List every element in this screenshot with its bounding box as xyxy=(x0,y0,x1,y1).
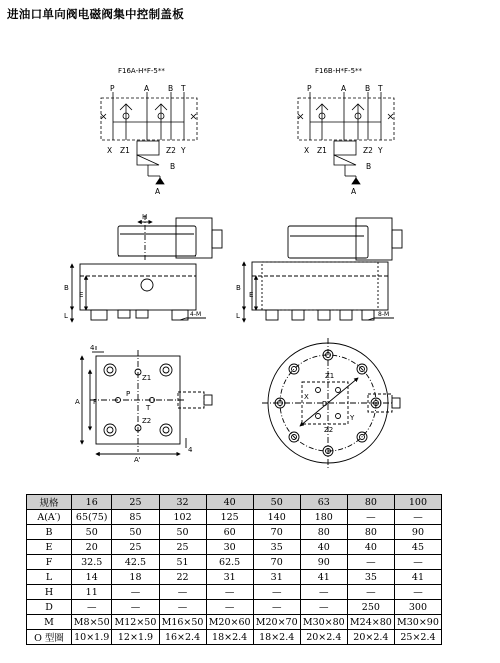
table-cell: M20×60 xyxy=(206,615,253,630)
table-cell: 300 xyxy=(394,600,441,615)
table-cell: 10×1.9 xyxy=(72,630,112,645)
table-header-cell: 50 xyxy=(253,495,300,510)
table-cell: — xyxy=(159,585,206,600)
table-header-cell: 16 xyxy=(72,495,112,510)
row-label: D xyxy=(27,600,72,615)
side-view-right xyxy=(244,218,402,322)
table-cell: 80 xyxy=(347,525,394,540)
table-cell: 45 xyxy=(394,540,441,555)
table-cell: 42.5 xyxy=(112,555,159,570)
port-b-lower: B xyxy=(170,162,176,171)
table-header-row xyxy=(27,495,442,510)
table-cell: 90 xyxy=(394,525,441,540)
dim-a: A xyxy=(75,398,80,406)
table-cell: 12×1.9 xyxy=(112,630,159,645)
table-cell: — xyxy=(253,600,300,615)
table-header-cell: 32 xyxy=(159,495,206,510)
table-row xyxy=(27,510,442,525)
dim-f: F xyxy=(93,398,98,406)
table-cell: 31 xyxy=(253,570,300,585)
port-x: X xyxy=(107,146,113,155)
table-header-cell: 25 xyxy=(112,495,159,510)
row-label: E xyxy=(27,540,72,555)
table-cell: 50 xyxy=(159,525,206,540)
label-p: P xyxy=(126,390,131,398)
table-cell: 50 xyxy=(112,525,159,540)
port-z1: Z1 xyxy=(120,146,130,155)
table-cell: — xyxy=(300,600,347,615)
table-cell: 60 xyxy=(206,525,253,540)
dim-4-top: 4 xyxy=(90,344,95,352)
table-cell: 65(75) xyxy=(72,510,112,525)
table-cell: 20×2.4 xyxy=(300,630,347,645)
dim-a-prime: A' xyxy=(134,456,141,464)
table-cell: — xyxy=(347,555,394,570)
label-y: Y xyxy=(350,414,355,422)
table-header-cell: 40 xyxy=(206,495,253,510)
table-row xyxy=(27,600,442,615)
row-label: F xyxy=(27,555,72,570)
dim-4-m: 4-M xyxy=(190,311,202,318)
label-x: X xyxy=(304,393,309,401)
table-cell: 250 xyxy=(347,600,394,615)
port-p: P xyxy=(307,84,312,93)
dim-b: B xyxy=(64,284,69,292)
table-cell: 35 xyxy=(347,570,394,585)
table-cell: 25 xyxy=(159,540,206,555)
table-cell: — xyxy=(394,585,441,600)
table-cell: 102 xyxy=(159,510,206,525)
table-cell: 32.5 xyxy=(72,555,112,570)
spec-table xyxy=(26,494,442,645)
table-cell: 25×2.4 xyxy=(394,630,441,645)
side-view-left xyxy=(72,215,222,322)
table-cell: 140 xyxy=(253,510,300,525)
table-cell: 25 xyxy=(112,540,159,555)
table-cell: 20 xyxy=(72,540,112,555)
schematic-right-model: F16B-H*F-5** xyxy=(315,67,363,75)
table-row xyxy=(27,630,442,645)
table-cell: 35 xyxy=(253,540,300,555)
table-cell: 50 xyxy=(72,525,112,540)
table-cell: 41 xyxy=(300,570,347,585)
table-header-cell: 80 xyxy=(347,495,394,510)
table-cell: 70 xyxy=(253,555,300,570)
row-label: L xyxy=(27,570,72,585)
table-cell: M30×80 xyxy=(300,615,347,630)
port-a-lower: A xyxy=(155,187,161,196)
dim-e: E xyxy=(249,291,254,299)
dim-l: L xyxy=(236,312,240,320)
table-cell: — xyxy=(112,600,159,615)
plan-view-round xyxy=(262,338,400,468)
port-t: T xyxy=(181,84,186,93)
port-b-lower: B xyxy=(366,162,372,171)
table-cell: — xyxy=(347,585,394,600)
table-cell: — xyxy=(72,600,112,615)
table-cell: 41 xyxy=(394,570,441,585)
table-row xyxy=(27,555,442,570)
table-row xyxy=(27,570,442,585)
table-cell: — xyxy=(394,510,441,525)
dim-l: L xyxy=(64,312,68,320)
port-a-lower: A xyxy=(351,187,357,196)
table-row xyxy=(27,585,442,600)
table-cell: 11 xyxy=(72,585,112,600)
table-cell: 80 xyxy=(300,525,347,540)
port-t: T xyxy=(378,84,383,93)
table-cell: M24×80 xyxy=(347,615,394,630)
table-cell: 14 xyxy=(72,570,112,585)
port-b: B xyxy=(168,84,174,93)
table-cell: 18×2.4 xyxy=(206,630,253,645)
table-cell: 40 xyxy=(300,540,347,555)
label-z1: Z1 xyxy=(142,374,152,382)
table-cell: M20×70 xyxy=(253,615,300,630)
table-cell: — xyxy=(253,585,300,600)
dim-4-bottom: 4 xyxy=(188,446,193,454)
table-cell: M30×90 xyxy=(394,615,441,630)
table-row xyxy=(27,540,442,555)
port-z2: Z2 xyxy=(166,146,176,155)
row-label: B xyxy=(27,525,72,540)
dim-h: H xyxy=(142,213,148,221)
plan-view-square-labels xyxy=(75,344,193,464)
table-cell: 125 xyxy=(206,510,253,525)
label-t: T xyxy=(146,404,151,412)
dim-e: E xyxy=(79,291,84,299)
table-row xyxy=(27,615,442,630)
table-cell: — xyxy=(300,585,347,600)
table-header-cell: 规格 xyxy=(27,495,72,510)
row-label: H xyxy=(27,585,72,600)
document-title: 进油口单向阀电磁阀集中控制盖板 xyxy=(7,7,184,21)
label-z2: Z2 xyxy=(142,417,152,425)
row-label: O 型圈 xyxy=(27,630,72,645)
table-cell: 62.5 xyxy=(206,555,253,570)
dim-d: D xyxy=(322,400,328,408)
table-cell: 180 xyxy=(300,510,347,525)
port-p: P xyxy=(110,84,115,93)
table-cell: 30 xyxy=(206,540,253,555)
table-cell: M8×50 xyxy=(72,615,112,630)
port-x: X xyxy=(304,146,310,155)
table-cell: 40 xyxy=(347,540,394,555)
table-cell: 16×2.4 xyxy=(159,630,206,645)
table-cell: 90 xyxy=(300,555,347,570)
plan-view-square xyxy=(82,346,212,454)
row-label: A(A′) xyxy=(27,510,72,525)
table-row xyxy=(27,525,442,540)
table-cell: 51 xyxy=(159,555,206,570)
port-a: A xyxy=(144,84,150,93)
table-cell: 70 xyxy=(253,525,300,540)
table-cell: 18 xyxy=(112,570,159,585)
table-header-cell: 100 xyxy=(394,495,441,510)
schematic-left-model: F16A-H*F-5** xyxy=(118,67,165,75)
side-view-right-labels xyxy=(236,284,389,320)
table-cell: — xyxy=(159,600,206,615)
port-y: Y xyxy=(378,146,383,155)
port-b: B xyxy=(365,84,371,93)
table-cell: 22 xyxy=(159,570,206,585)
port-z2: Z2 xyxy=(363,146,373,155)
table-cell: 18×2.4 xyxy=(253,630,300,645)
row-label: M xyxy=(27,615,72,630)
side-view-left-labels xyxy=(64,213,201,320)
label-z2: Z2 xyxy=(324,426,334,434)
table-header-cell: 63 xyxy=(300,495,347,510)
port-y: Y xyxy=(181,146,186,155)
label-z1: Z1 xyxy=(325,372,335,380)
table-cell: M12×50 xyxy=(112,615,159,630)
port-z1: Z1 xyxy=(317,146,327,155)
table-cell: 20×2.4 xyxy=(347,630,394,645)
table-cell: 31 xyxy=(206,570,253,585)
table-cell: 85 xyxy=(112,510,159,525)
table-cell: — xyxy=(394,555,441,570)
table-cell: — xyxy=(347,510,394,525)
table-cell: M16×50 xyxy=(159,615,206,630)
port-a: A xyxy=(341,84,347,93)
table-cell: — xyxy=(206,585,253,600)
table-cell: — xyxy=(112,585,159,600)
dim-8-m: 8-M xyxy=(378,311,390,318)
table-cell: — xyxy=(206,600,253,615)
dim-b: B xyxy=(236,284,241,292)
